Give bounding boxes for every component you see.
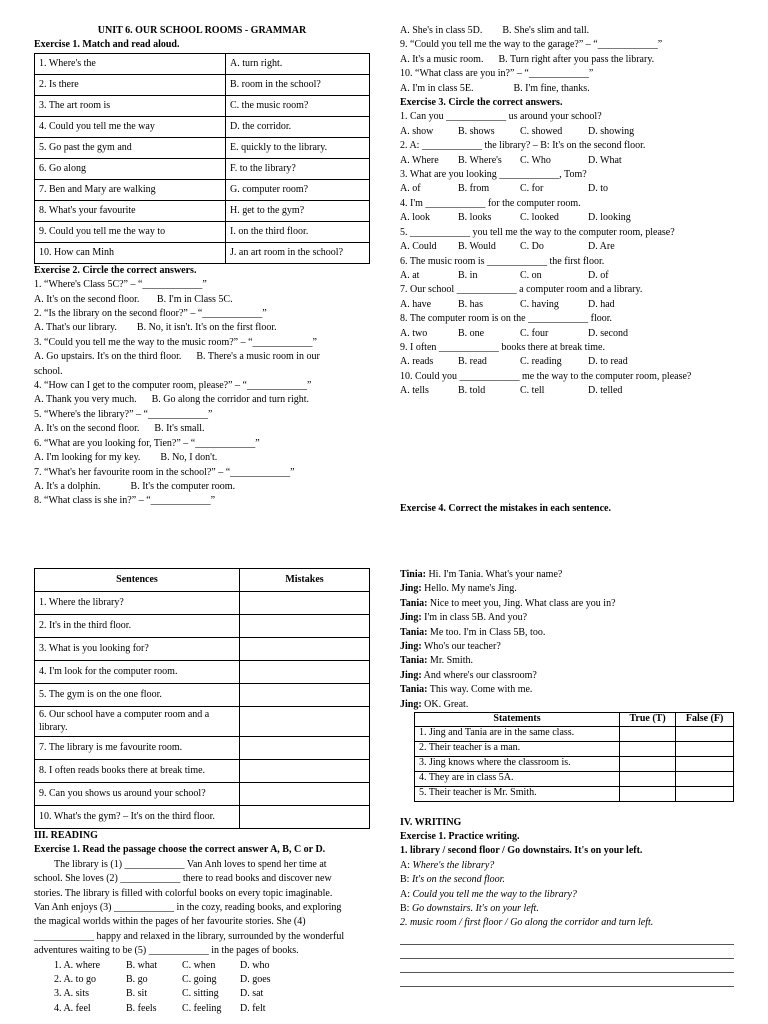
tf-row	[415, 726, 734, 741]
false-answer-cell[interactable]	[676, 741, 734, 756]
mistakes-row	[35, 638, 370, 661]
speaker-name: Jing:	[400, 612, 422, 624]
sentence-cell: 6. Our school have a computer room and a library.	[35, 707, 240, 737]
option[interactable]: C. sitting	[182, 988, 219, 1000]
tf-row	[415, 756, 734, 771]
option[interactable]: A. at	[400, 269, 420, 281]
ex3-options	[400, 298, 740, 312]
option[interactable]: 4. A. feel	[54, 1002, 91, 1014]
ex3-question: 3. What are you looking ____________, Tom?	[400, 169, 587, 181]
reading-section: III. READING	[34, 830, 98, 841]
true-answer-cell[interactable]	[620, 771, 676, 786]
mistake-answer-cell[interactable]	[240, 661, 370, 684]
passage-line: stories. The library is filled with colorful books on every topic imaginable.	[34, 887, 333, 899]
option[interactable]: B. from	[458, 183, 490, 195]
option[interactable]: D. Are	[588, 241, 615, 253]
true-false-table	[414, 712, 734, 802]
answer-line[interactable]	[400, 945, 734, 959]
option[interactable]: B. looks	[458, 212, 492, 224]
option[interactable]: B. in	[458, 269, 478, 281]
dialogue-line	[400, 582, 740, 596]
ex1-heading: Exercise 1. Match and read aloud.	[34, 39, 180, 51]
option[interactable]: C. Do	[520, 241, 544, 253]
match-left-cell: 2. Is there	[35, 74, 226, 95]
tf-header-row	[415, 713, 734, 727]
option[interactable]: D. goes	[240, 974, 271, 986]
ex2-lines	[34, 278, 370, 509]
option[interactable]: D. showing	[588, 125, 635, 137]
dialogue-text: OK. Great.	[421, 698, 469, 710]
option[interactable]: B. what	[126, 959, 158, 971]
match-row	[35, 95, 370, 116]
ex2-heading: Exercise 2. Circle the correct answers.	[34, 264, 197, 276]
mistake-answer-cell[interactable]	[240, 592, 370, 615]
sentence-cell: 5. The gym is on the one floor.	[35, 684, 240, 707]
match-right-cell: A. turn right.	[226, 53, 370, 74]
sample-text: Could you tell me the way to the library?	[410, 888, 577, 900]
sentence-cell: 1. Where the library?	[35, 592, 240, 615]
option[interactable]: D. to	[588, 183, 608, 195]
ex3-options	[400, 355, 740, 369]
ex3-heading: Exercise 3. Circle the correct answers.	[400, 97, 563, 109]
mistakes-row	[35, 684, 370, 707]
option[interactable]: B. has	[458, 298, 483, 310]
right-bottom-column	[400, 568, 740, 987]
passage-line: school. She loves (2) ____________ there to read books and discover new	[34, 873, 332, 885]
ex3-options	[400, 125, 740, 139]
speaker-label: A:	[400, 888, 410, 900]
match-row	[35, 158, 370, 179]
option[interactable]: C. reading	[520, 356, 562, 368]
statements-header: Statements	[415, 713, 620, 727]
option[interactable]: 3. A. sits	[54, 988, 90, 1000]
mistakes-row	[35, 760, 370, 783]
ex3-items	[400, 110, 740, 398]
option[interactable]: A. Could	[400, 241, 437, 253]
passage-line: ____________ happy and relaxed in the library, surrounded by the wonderful	[34, 930, 345, 942]
option[interactable]: C. when	[182, 959, 216, 971]
option[interactable]: D. of	[588, 269, 609, 281]
false-answer-cell[interactable]	[676, 786, 734, 801]
option[interactable]: 2. A. to go	[54, 974, 96, 986]
sample-text: Where's the library?	[410, 859, 495, 871]
option[interactable]: 1. A. where	[54, 959, 101, 971]
option[interactable]: C. on	[520, 269, 542, 281]
match-left-cell: 3. The art room is	[35, 95, 226, 116]
match-row	[35, 221, 370, 242]
match-row	[35, 116, 370, 137]
match-row	[35, 242, 370, 263]
option[interactable]: D. second	[588, 327, 628, 339]
mistakes-header-row	[35, 569, 370, 592]
ex3-question: 6. The music room is ____________ the first floor.	[400, 255, 605, 267]
option[interactable]: C. tell	[520, 385, 545, 397]
reading-answer-row	[54, 959, 370, 973]
option[interactable]: D. who	[240, 959, 270, 971]
sentence-cell: 10. What's the gym? – It's on the third floor.	[35, 806, 240, 829]
answer-line[interactable]	[400, 959, 734, 973]
option[interactable]: C. Who	[520, 154, 551, 166]
option[interactable]: C. four	[520, 327, 549, 339]
ex2-line: 6. “What are you looking for, Tien?” – “____________”	[34, 437, 260, 449]
ex2-line: A. It's a dolphin. B. It's the computer room.	[34, 480, 236, 492]
match-left-cell: 1. Where's the	[35, 53, 226, 74]
reading-answer-row	[54, 1002, 370, 1016]
option[interactable]: D. telled	[588, 385, 623, 397]
tf-row	[415, 771, 734, 786]
writing-sample-line	[400, 888, 740, 902]
ex3-question: 4. I'm ____________ for the computer room.	[400, 197, 581, 209]
writing-sample	[400, 859, 740, 917]
writing-section: IV. WRITING	[400, 816, 462, 828]
sentence-cell: 8. I often reads books there at break time.	[35, 760, 240, 783]
answer-line[interactable]	[400, 931, 734, 945]
dialogue-line	[400, 568, 740, 582]
mistake-answer-cell[interactable]	[240, 760, 370, 783]
mistakes-row	[35, 592, 370, 615]
true-header: True (T)	[620, 713, 676, 727]
option[interactable]: B. feels	[126, 1002, 157, 1014]
statement-cell: 3. Jing knows where the classroom is.	[415, 756, 620, 771]
dialogue-text: And where's our classroom?	[421, 669, 537, 681]
option[interactable]: D. What	[588, 154, 622, 166]
ex2-line: 7. “What's her favourite room in the school?” – “____________”	[34, 466, 295, 478]
dialogue-line	[400, 626, 740, 640]
match-left-cell: 10. How can Minh	[35, 242, 226, 263]
ex2-line: A. She's in class 5D. B. She's slim and tall.	[400, 25, 590, 36]
sentence-cell: 2. It's in the third floor.	[35, 615, 240, 638]
dialogue-line	[400, 698, 740, 712]
option[interactable]: B. one	[458, 327, 485, 339]
option[interactable]: A. of	[400, 183, 421, 195]
ex2-line: 8. “What class is she in?” – “____________”	[34, 495, 216, 507]
ex2-line: A. Go upstairs. It's on the third floor. B. There's a music room in our	[34, 351, 320, 363]
ex2-line: 5. “Where's the library?” – “____________”	[34, 408, 213, 420]
match-right-cell: D. the corridor.	[226, 116, 370, 137]
statement-cell: 1. Jing and Tania are in the same class.	[415, 726, 620, 741]
true-answer-cell[interactable]	[620, 726, 676, 741]
ex3-options	[400, 211, 740, 225]
match-left-cell: 7. Ben and Mary are walking	[35, 179, 226, 200]
speaker-name: Tania:	[400, 655, 428, 667]
option[interactable]: A. reads	[400, 356, 434, 368]
ex3-options	[400, 240, 740, 254]
option[interactable]: D. to read	[588, 356, 628, 368]
match-right-cell: B. room in the school?	[226, 74, 370, 95]
option[interactable]: D. felt	[240, 1002, 266, 1014]
sentence-cell: 4. I'm look for the computer room.	[35, 661, 240, 684]
dialogue-text: Hello. My name's Jing.	[421, 583, 517, 595]
dialogue-text: Nice to meet you, Jing. What class are you in?	[427, 597, 616, 609]
option[interactable]: B. shows	[458, 125, 495, 137]
ex2-line: A. It's on the second floor. B. It's small.	[34, 423, 205, 435]
ex3-question: 8. The computer room is on the ____________ floor.	[400, 313, 613, 325]
sentence-cell: 7. The library is me favourite room.	[35, 737, 240, 760]
mistake-answer-cell[interactable]	[240, 806, 370, 829]
option[interactable]: B. Where's	[458, 154, 502, 166]
worksheet-title: UNIT 6. OUR SCHOOL ROOMS - GRAMMAR	[97, 25, 307, 36]
passage-line: the magical worlds within the pages of her favourite stories. She (4)	[34, 916, 306, 928]
dialogue-line	[400, 611, 740, 625]
false-answer-cell[interactable]	[676, 771, 734, 786]
ex3-question: 9. I often ____________ books there at break time.	[400, 341, 605, 353]
ex2-line: A. It's on the second floor. B. I'm in Class 5C.	[34, 293, 233, 305]
speaker-name: Tania:	[400, 626, 428, 638]
false-answer-cell[interactable]	[676, 726, 734, 741]
sample-text: It's on the second floor.	[409, 874, 505, 886]
option[interactable]: A. tells	[400, 385, 429, 397]
dialogue-line	[400, 669, 740, 683]
false-header: False (F)	[676, 713, 734, 727]
option[interactable]: B. read	[458, 356, 487, 368]
match-right-cell: C. the music room?	[226, 95, 370, 116]
reading-answer-row	[54, 973, 370, 987]
match-left-cell: 5. Go past the gym and	[35, 137, 226, 158]
writing-answer-lines	[400, 931, 734, 987]
speaker-name: Jing:	[400, 698, 422, 710]
mistakes-row	[35, 707, 370, 737]
mistakes-header: Mistakes	[240, 569, 370, 592]
option[interactable]: C. for	[520, 183, 544, 195]
ex3-question: 5. ____________ you tell me the way to the computer room, please?	[400, 226, 675, 238]
writing-sample-line	[400, 873, 740, 887]
speaker-name: Jing:	[400, 669, 422, 681]
dialogue-line	[400, 597, 740, 611]
reading-passage	[34, 858, 370, 959]
writing-sample-line	[400, 902, 740, 916]
false-answer-cell[interactable]	[676, 756, 734, 771]
writing-heading: Exercise 1. Practice writing.	[400, 830, 520, 842]
ex2-line: A. Thank you very much. B. Go along the corridor and turn right.	[34, 394, 310, 406]
match-table	[34, 53, 370, 264]
tf-row	[415, 741, 734, 756]
match-left-cell: 9. Could you tell me the way to	[35, 221, 226, 242]
option[interactable]: A. Where	[400, 154, 439, 166]
option[interactable]: C. feeling	[182, 1002, 222, 1014]
reading-heading: Exercise 1. Read the passage choose the correct answer A, B, C or D.	[34, 844, 326, 856]
ex2-line: A. I'm looking for my key. B. No, I don't.	[34, 452, 218, 464]
mistakes-table	[34, 568, 370, 829]
true-answer-cell[interactable]	[620, 756, 676, 771]
mistake-answer-cell[interactable]	[240, 638, 370, 661]
match-right-cell: F. to the library?	[226, 158, 370, 179]
mistake-answer-cell[interactable]	[240, 707, 370, 737]
ex2-line: A. I'm in class 5E. B. I'm fine, thanks.	[400, 82, 590, 94]
answer-line[interactable]	[400, 973, 734, 987]
option[interactable]: A. two	[400, 327, 428, 339]
mistakes-row	[35, 783, 370, 806]
ex2-line: 9. “Could you tell me the way to the garage?” – “____________”	[400, 39, 663, 51]
mistakes-row	[35, 615, 370, 638]
dialogue-text: Mr. Smith.	[427, 655, 473, 667]
speaker-name: Tinia:	[400, 569, 426, 580]
dialogue-text: This way. Come with me.	[427, 684, 533, 696]
ex2-line: 3. “Could you tell me the way to the music room?” – “____________”	[34, 336, 317, 348]
option[interactable]: C. showed	[520, 125, 563, 137]
speaker-name: Jing:	[400, 641, 422, 653]
tf-row	[415, 786, 734, 801]
option[interactable]: B. sit	[126, 988, 148, 1000]
passage-line: The library is (1) ____________ Van Anh loves to spend her time at	[54, 858, 327, 870]
speaker-label: A:	[400, 859, 410, 871]
match-right-cell: G. computer room?	[226, 179, 370, 200]
dialogue-text: Hi. I'm Tania. What's your name?	[425, 569, 563, 580]
speaker-name: Tania:	[400, 597, 428, 609]
ex4-heading: Exercise 4. Correct the mistakes in each sentence.	[400, 503, 611, 514]
mistake-answer-cell[interactable]	[240, 615, 370, 638]
writing-sample-line	[400, 859, 740, 873]
mistake-answer-cell[interactable]	[240, 737, 370, 760]
option[interactable]: A. have	[400, 298, 432, 310]
ex3-options	[400, 327, 740, 341]
dialogue-line	[400, 654, 740, 668]
option[interactable]: B. told	[458, 385, 486, 397]
dialogue-text: Who's our teacher?	[421, 641, 501, 653]
dialogue-line	[400, 683, 740, 697]
statement-cell: 2. Their teacher is a man.	[415, 741, 620, 756]
option[interactable]: D. sat	[240, 988, 264, 1000]
sentence-cell: 9. Can you shows us around your school?	[35, 783, 240, 806]
dialogue-text: I'm in class 5B. And you?	[421, 612, 528, 624]
ex3-options	[400, 384, 740, 398]
match-row	[35, 179, 370, 200]
writing-prompt-2: 2. music room / first floor / Go along the corridor and turn left.	[400, 917, 654, 929]
ex2-line: A. That's our library. B. No, it isn't. It's on the first floor.	[34, 322, 277, 334]
option[interactable]: D. had	[588, 298, 615, 310]
ex2-line: 4. “How can I get to the computer room, please?” – “____________”	[34, 380, 312, 392]
mistakes-row	[35, 806, 370, 829]
true-answer-cell[interactable]	[620, 786, 676, 801]
option[interactable]: C. looked	[520, 212, 559, 224]
true-answer-cell[interactable]	[620, 741, 676, 756]
statement-cell: 4. They are in class 5A.	[415, 771, 620, 786]
option[interactable]: B. Would	[458, 241, 496, 253]
ex3-question: 7. Our school ____________ a computer room and a library.	[400, 284, 643, 296]
statement-cell: 5. Their teacher is Mr. Smith.	[415, 786, 620, 801]
match-row	[35, 137, 370, 158]
mistakes-row	[35, 661, 370, 684]
match-right-cell: J. an art room in the school?	[226, 242, 370, 263]
right-top-column	[400, 24, 740, 514]
option[interactable]: A. look	[400, 212, 430, 224]
left-top-column	[34, 24, 370, 509]
match-row	[35, 200, 370, 221]
sentence-cell: 3. What is you looking for?	[35, 638, 240, 661]
ex2-line: 2. “Is the library on the second floor?” – “____________”	[34, 308, 267, 320]
mistakes-row	[35, 737, 370, 760]
match-right-cell: E. quickly to the library.	[226, 137, 370, 158]
ex2-line: 1. “Where's Class 5C?” – “____________”	[34, 279, 207, 291]
dialogue-text: Me too. I'm in Class 5B, too.	[427, 626, 546, 638]
mistake-answer-cell[interactable]	[240, 783, 370, 806]
match-left-cell: 6. Go along	[35, 158, 226, 179]
reading-answer-row	[54, 987, 370, 1001]
mistake-answer-cell[interactable]	[240, 684, 370, 707]
speaker-label: B:	[400, 874, 410, 886]
sentences-header: Sentences	[35, 569, 240, 592]
option[interactable]: A. show	[400, 125, 434, 137]
ex2-line: 10. “What class are you in?” – “____________”	[400, 68, 594, 80]
ex3-question: 10. Could you ____________ me the way to the computer room, please?	[400, 370, 692, 382]
match-right-cell: H. get to the gym?	[226, 200, 370, 221]
sample-text: Go downstairs. It's on your left.	[409, 903, 539, 914]
match-row	[35, 53, 370, 74]
ex2-line: school.	[34, 365, 63, 377]
option[interactable]: B. go	[126, 974, 148, 986]
option[interactable]: C. having	[520, 298, 559, 310]
speaker-label: B:	[400, 903, 410, 914]
ex3-options	[400, 154, 740, 168]
ex3-options	[400, 269, 740, 283]
ex3-question: 2. A: ____________ the library? – B: It's on the second floor.	[400, 140, 646, 152]
reading-answers	[34, 959, 370, 1017]
ex2-line: A. It's a music room. B. Turn right after you pass the library.	[400, 53, 655, 65]
speaker-name: Tania:	[400, 684, 428, 696]
writing-prompt-1: 1. library / second floor / Go downstairs. It's on your left.	[400, 845, 643, 857]
left-bottom-column	[34, 568, 370, 1016]
option[interactable]: C. going	[182, 974, 217, 986]
ex2-continued	[400, 24, 740, 96]
speaker-name: Jing:	[400, 583, 422, 595]
match-right-cell: I. on the third floor.	[226, 221, 370, 242]
option[interactable]: D. looking	[588, 212, 631, 224]
match-row	[35, 74, 370, 95]
match-left-cell: 8. What's your favourite	[35, 200, 226, 221]
dialogue	[400, 568, 740, 712]
ex3-options	[400, 182, 740, 196]
ex3-question: 1. Can you ____________ us around your school?	[400, 111, 602, 123]
passage-line: adventures waiting to be (5) ____________ in the pages of books.	[34, 945, 299, 957]
match-left-cell: 4. Could you tell me the way	[35, 116, 226, 137]
passage-line: Van Anh enjoys (3) ____________ in the cozy, reading books, and exploring	[34, 902, 342, 914]
dialogue-line	[400, 640, 740, 654]
